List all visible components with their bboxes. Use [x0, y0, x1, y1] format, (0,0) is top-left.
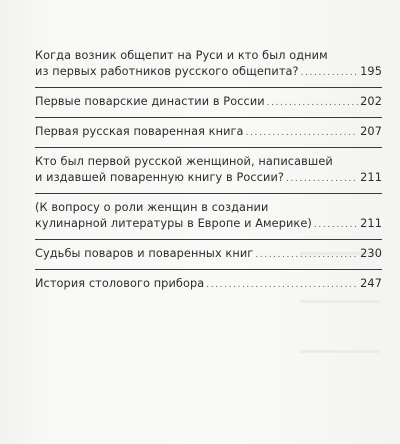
table-of-contents	[35, 48, 382, 293]
page-number: 211	[360, 217, 382, 230]
page-number: 207	[360, 125, 382, 138]
toc-entry	[35, 124, 382, 141]
page-number: 195	[360, 65, 382, 78]
toc-entry-last-line	[35, 246, 382, 263]
dot-leader	[246, 125, 359, 141]
toc-entry-line: Кто был первой русской женщиной, написавшей	[35, 155, 333, 168]
toc-entry	[35, 48, 382, 81]
dot-leader	[267, 95, 358, 111]
page-number: 202	[360, 95, 382, 108]
toc-entry-title: Первая русская поваренная книга	[35, 125, 244, 138]
toc-entry-line: Когда возник общепит на Руси и кто был одним	[35, 49, 328, 62]
page-number: 230	[360, 247, 382, 260]
toc-entry	[35, 94, 382, 111]
bleed-through-mark	[300, 300, 380, 303]
dot-leader	[286, 171, 358, 187]
toc-entry-last-line	[35, 170, 382, 187]
toc-entry-last-line	[35, 276, 382, 293]
divider	[35, 87, 382, 88]
divider	[35, 193, 382, 194]
toc-entry-last-line	[35, 216, 382, 233]
dot-leader	[314, 217, 358, 233]
toc-entry-title: История столового прибора	[35, 277, 205, 290]
divider	[35, 269, 382, 270]
toc-entry-title: кулинарной литературы в Европе и Америке)	[35, 217, 312, 230]
toc-entry	[35, 276, 382, 293]
dot-leader	[206, 277, 358, 293]
page-number: 211	[360, 171, 382, 184]
toc-entry	[35, 154, 382, 187]
dot-leader	[255, 247, 358, 263]
toc-entry-last-line	[35, 64, 382, 81]
toc-entry-line: (К вопросу о роли женщин в создании	[35, 201, 269, 214]
toc-entry-title: Первые поварские династии в России	[35, 95, 265, 108]
toc-entry-last-line	[35, 124, 382, 141]
toc-entry	[35, 200, 382, 233]
divider	[35, 147, 382, 148]
dot-leader	[301, 65, 359, 81]
toc-entry-title: из первых работников русского общепита?	[35, 65, 299, 78]
toc-entry-title: Судьбы поваров и поваренных книг	[35, 247, 254, 260]
toc-entry-last-line	[35, 94, 382, 111]
bleed-through-mark	[300, 350, 380, 353]
toc-entry-title: и издавшей поваренную книгу в России?	[35, 171, 284, 184]
page-number: 247	[360, 277, 382, 290]
divider	[35, 239, 382, 240]
toc-entry	[35, 246, 382, 263]
divider	[35, 117, 382, 118]
